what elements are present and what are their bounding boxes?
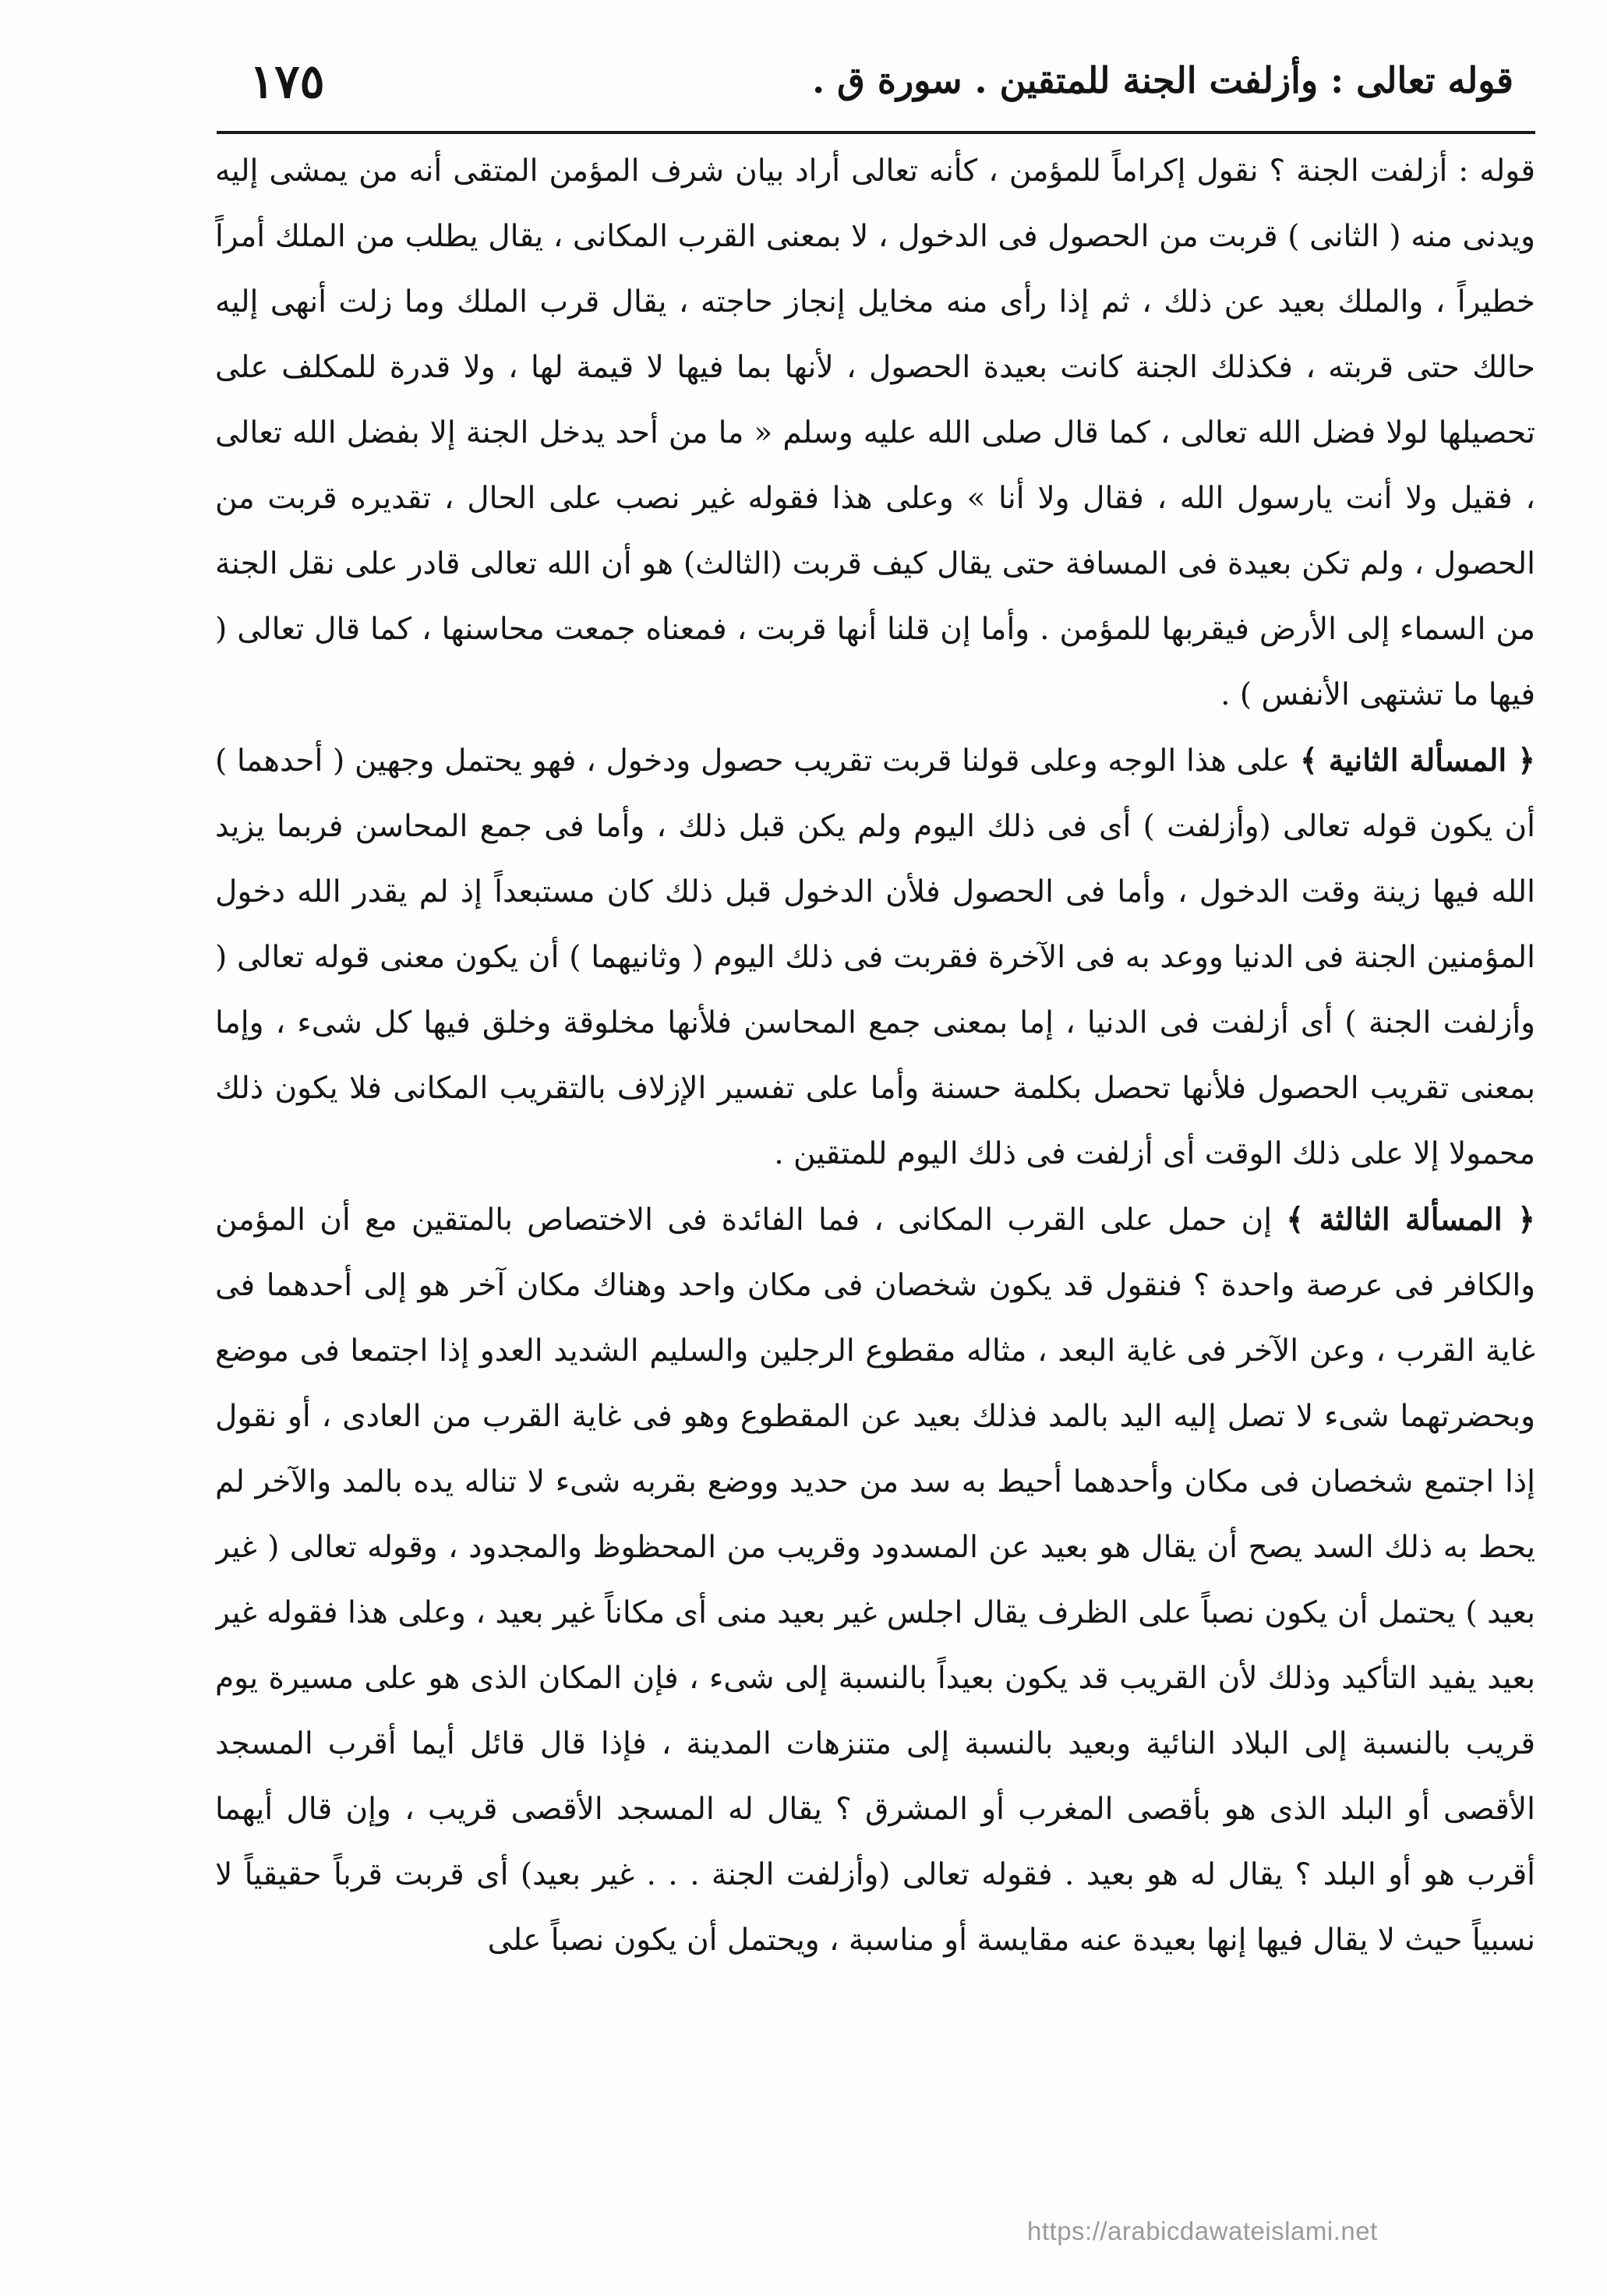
paragraph-2 xyxy=(215,728,1535,1187)
section-heading-3: ﴿ المسألة الثالثة ﴾ xyxy=(1286,1202,1535,1238)
running-title: قوله تعالى : وأزلفت الجنة للمتقين . سورة ق . xyxy=(812,59,1513,101)
paragraph-text: على هذا الوجه وعلى قولنا قربت تقريب حصول ودخول ، فهو يحتمل وجهين ( أحدهما ) أن يكون قوله تعالى (وأزلفت ) أى فى ذلك اليوم ولم يكن قبل ذلك ، وأما فى جمع المحاسن فربما يزيد الله فيها زينة وقت الدخول ، وأما فى الحصول فلأن الدخول قبل ذلك كان مستبعداً إذ لم يقدر الله دخول المؤمنين الجنة فى الدنيا ووعد به فى الآخرة فقربت فى ذلك اليوم ( وثانيهما ) أن يكون معنى قوله تعالى ( وأزلفت الجنة ) أى أزلفت فى الدنيا ، إما بمعنى جمع المحاسن فلأنها مخلوقة وخلق فيها كل شىء ، وإما بمعنى تقريب الحصول فلأنها تحصل بكلمة حسنة وأما على تفسير الإزلاف بالتقريب المكانى فلا يكون ذلك محمولا إلا على ذلك الوقت أى أزلفت فى ذلك اليوم للمتقين . xyxy=(215,744,1535,1171)
paragraph-text: قوله : أزلفت الجنة ؟ نقول إكراماً للمؤمن ، كأنه تعالى أراد بيان شرف المؤمن المتقى أنه من يمشى إليه ويدنى منه ( الثانى ) قربت من الحصول فى الدخول ، لا بمعنى القرب المكانى ، يقال يطلب من الملك أمراً خطيراً ، والملك بعيد عن ذلك ، ثم إذا رأى منه مخايل إنجاز حاجته ، يقال قرب الملك وما زلت أنهى إليه حالك حتى قربته ، فكذلك الجنة كانت بعيدة الحصول ، لأنها بما فيها لا قيمة لها ، ولا قدرة للمكلف على تحصيلها لولا فضل الله تعالى ، كما قال صلى الله عليه وسلم « ما من أحد يدخل الجنة إلا بفضل الله تعالى ، فقيل ولا أنت يارسول الله ، فقال ولا أنا » وعلى هذا فقوله غير نصب على الحال ، تقديره قربت من الحصول ، ولم تكن بعيدة فى المسافة حتى يقال كيف قربت (الثالث) هو أن الله تعالى قادر على نقل الجنة من السماء إلى الأرض فيقربها للمؤمن . وأما إن قلنا أنها قربت ، فمعناه جمعت محاسنها ، كما قال تعالى ( فيها ما تشتهى الأنفس ) . xyxy=(215,154,1535,712)
page-body xyxy=(215,139,1535,2204)
paragraph-1 xyxy=(215,139,1535,728)
watermark-url: https://arabicdawateislami.net xyxy=(1027,2217,1378,2245)
paragraph-3 xyxy=(215,1187,1535,1973)
page-header xyxy=(218,55,1513,125)
header-rule xyxy=(217,131,1535,134)
paragraph-text: إن حمل على القرب المكانى ، فما الفائدة فى الاختصاص بالمتقين مع أن المؤمن والكافر فى عرصة واحدة ؟ فنقول قد يكون شخصان فى مكان واحد وهناك مكان آخر هو إلى أحدهما فى غاية القرب ، وعن الآخر فى غاية البعد ، مثاله مقطوع الرجلين والسليم الشديد العدو إذا اجتمعا فى موضع وبحضرتهما شىء لا تصل إليه اليد بالمد فذلك بعيد عن المقطوع وهو فى غاية القرب من العادى ، أو نقول إذا اجتمع شخصان فى مكان وأحدهما أحيط به سد من حديد ووضع بقربه شىء لا تناله يده بالمد والآخر لم يحط به ذلك السد يصح أن يقال هو بعيد عن المسدود وقريب من المحظوظ والمجدود ، وقوله تعالى ( غير بعيد ) يحتمل أن يكون نصباً على الظرف يقال اجلس غير بعيد منى أى مكاناً غير بعيد ، وعلى هذا فقوله غير بعيد يفيد التأكيد وذلك لأن القريب قد يكون بعيداً بالنسبة إلى شىء ، فإن المكان الذى هو على مسيرة يوم قريب بالنسبة إلى البلاد النائية وبعيد بالنسبة إلى متنزهات المدينة ، فإذا قال قائل أيما أقرب المسجد الأقصى أو البلد الذى هو بأقصى المغرب أو المشرق ؟ يقال له المسجد الأقصى قريب ، وإن قال أيهما أقرب هو أو البلد ؟ يقال له هو بعيد . فقوله تعالى (وأزلفت الجنة . . . غير بعيد) أى قربت قرباً حقيقياً لا نسبياً حيث لا يقال فيها إنها بعيدة عنه مقايسة أو مناسبة ، ويحتمل أن يكون نصباً على xyxy=(215,1203,1535,1958)
page-number: ١٧٥ xyxy=(249,55,325,109)
section-heading-2: ﴿ المسألة الثانية ﴾ xyxy=(1299,743,1535,779)
